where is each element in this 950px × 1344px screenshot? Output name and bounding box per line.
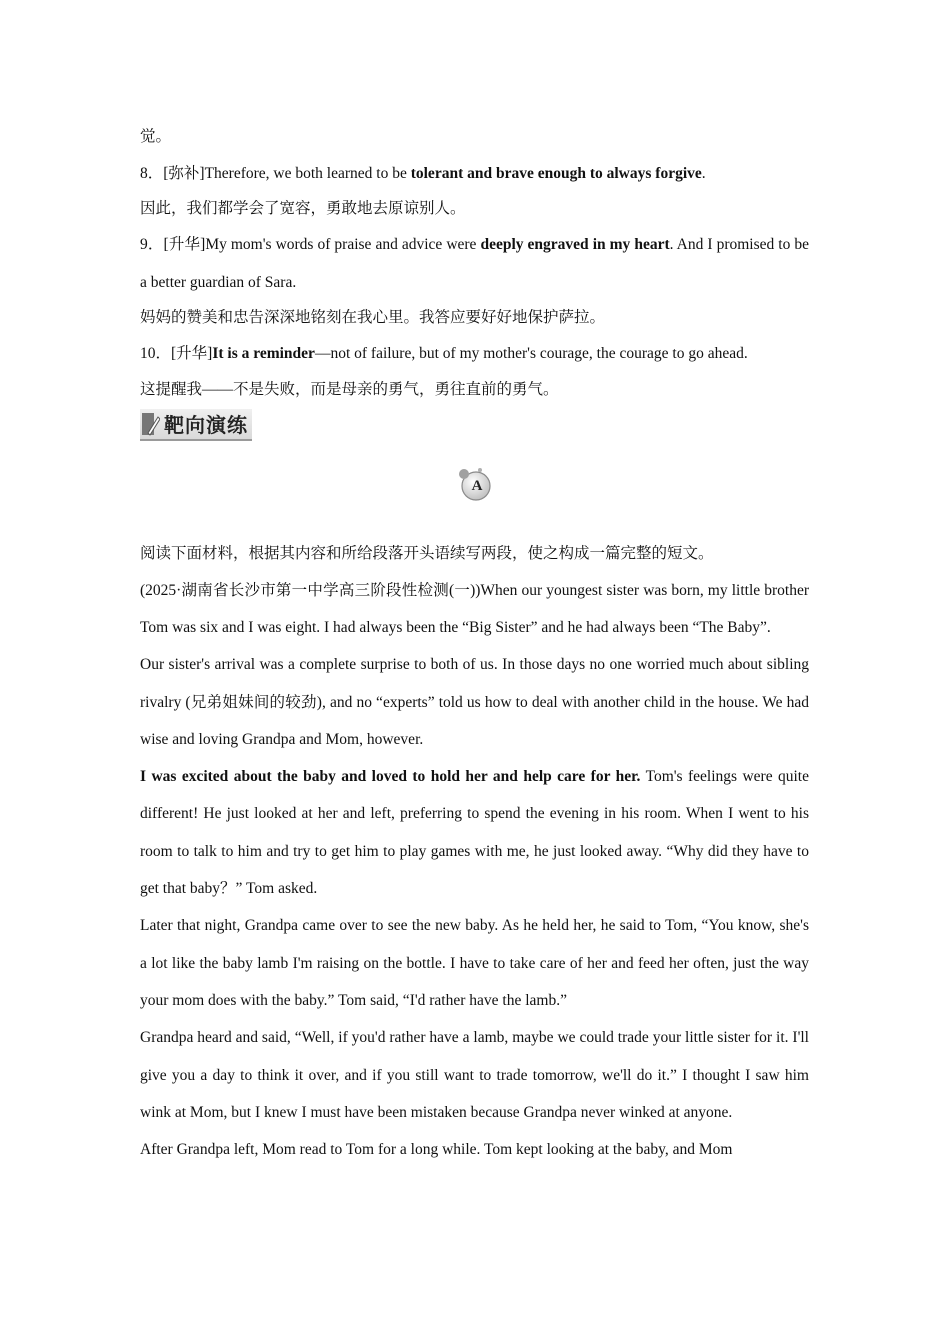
- line-continuation: 觉。: [140, 128, 172, 145]
- sentence-10: [140, 335, 809, 372]
- sentence-10-bold: It is a reminder: [212, 345, 315, 363]
- paragraph-2: Our sister's arrival was a complete surprise to both of us. In those days no one worried much about sibling rivalry (兄弟姐妹间的较劲), and no “experts” told us how to deal with another child in the house. We had wise and loving Grandpa and Mom, however.: [140, 656, 809, 748]
- paragraph-1: (2025·湖南省长沙市第一中学高三阶段性检测(一))When our youngest sister was born, my little brother Tom was six and I was eight. I had always been the “Big Sister” and he had always been “The Baby”.: [140, 581, 809, 636]
- paragraph-3: [140, 758, 809, 907]
- sentence-8-bold: tolerant and brave enough to always forgive: [410, 164, 702, 182]
- sentence-9-number: 9．[升华]: [140, 236, 206, 254]
- badge-letter: A: [471, 478, 483, 495]
- section-title: 靶向演练: [164, 413, 248, 438]
- sentence-9-bold: deeply engraved in my heart: [480, 236, 670, 254]
- paragraph-6: After Grandpa left, Mom read to Tom for a long while. Tom kept looking at the baby, and Mom: [140, 1141, 733, 1159]
- sentence-9-end: . And I promised to be a better guardian of Sara.: [140, 236, 810, 291]
- sentence-8-translation: 因此，我们都学会了宽容，勇敢地去原谅别人。: [140, 199, 466, 217]
- sentence-8: [140, 155, 809, 192]
- pencil-icon: [142, 411, 160, 437]
- paragraph-3-bold: I was excited about the baby and loved to hold her and help care for her.: [140, 768, 641, 786]
- instruction: 阅读下面材料，根据其内容和所给段落开头语续写两段，使之构成一篇完整的短文。: [140, 545, 714, 563]
- badge-row: [140, 451, 809, 537]
- sentence-8-text: Therefore, we both learned to be: [204, 164, 411, 182]
- sentence-8-end: .: [701, 164, 706, 182]
- section-header: [140, 407, 809, 451]
- document-page: [140, 120, 809, 1168]
- sentence-10-translation: 这提醒我——不是失败，而是母亲的勇气，勇往直前的勇气。: [140, 380, 559, 398]
- sentence-10-number: 10．[升华]: [140, 345, 213, 363]
- sentence-8-number: 8．[弥补]: [140, 164, 205, 182]
- paragraph-4: Later that night, Grandpa came over to see the new baby. As he held her, he said to Tom, “You know, she's a lot like the baby lamb I'm raising on the bottle. I have to take care of her and feed her often, just the way your mom does with the baby.” Tom said, “I'd rather have the lamb.”: [140, 917, 809, 1009]
- paragraph-5: Grandpa heard and said, “Well, if you'd rather have a lamb, maybe we could trade your little sister for it. I'll give you a day to think it over, and if you still want to trade tomorrow, we'll do it.” I thought I saw him wink at Mom, but I knew I must have been mistaken because Grandpa never winked at anyone.: [140, 1029, 809, 1121]
- sentence-9-text: My mom's words of praise and advice were: [205, 236, 481, 254]
- sentence-9: [140, 226, 809, 301]
- sentence-10-text: —not of failure, but of my mother's courage, the courage to go ahead.: [314, 345, 748, 363]
- paragraph-3-text: Tom's feelings were quite different! He just looked at her and left, preferring to spend the evening in his room. When I went to his room to talk to him and try to get him to play games with me, he just looked away. “Why did they have to get that baby？” Tom asked.: [140, 768, 809, 898]
- sentence-9-translation: 妈妈的赞美和忠告深深地铭刻在我心里。我答应要好好地保护萨拉。: [140, 308, 606, 326]
